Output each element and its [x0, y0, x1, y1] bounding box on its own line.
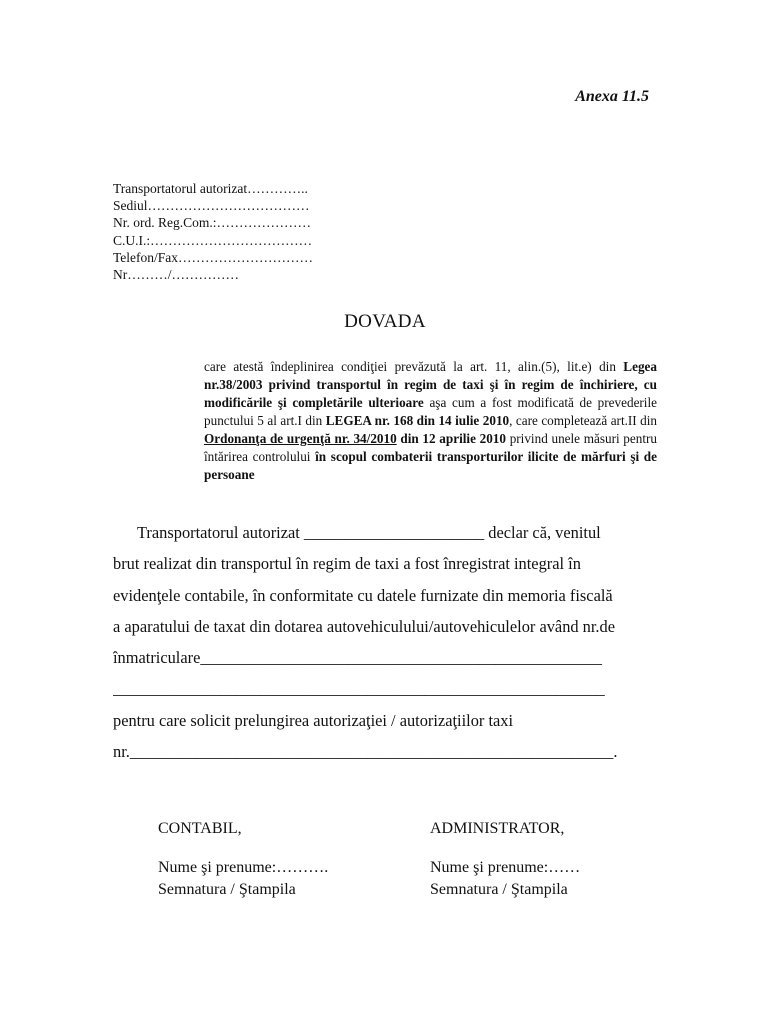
cui-field: C.U.I.:……………………………… [113, 232, 313, 248]
declaration-body [113, 517, 658, 767]
headquarters-field: Sediul……………………………… [113, 198, 310, 214]
intro-law-38: Legea nr.38/2003 privind transportul în regim de taxi şi în regim de închiriere, cu modificările şi completările ulterioare [204, 359, 657, 410]
document-number-field: Nr………/…………… [113, 267, 239, 283]
declaration-line-1: Transportatorul autorizat ______________________ declar că, venitul [137, 523, 601, 542]
registration-line: înmatriculare_________________________________________________ [113, 648, 602, 668]
document-title: DOVADA [344, 311, 426, 332]
intro-text-3: , care completează art.II din [509, 413, 658, 428]
accountant-stamp-field: Semnatura / Ştampila [158, 881, 296, 898]
accountant-signature-block [158, 818, 328, 901]
blank-line: ____________________________________________________________ [113, 679, 605, 699]
intro-paragraph [204, 358, 657, 484]
administrator-name-field: Nume şi prenume:…… [430, 859, 581, 876]
taxi-number-line: nr.___________________________________________________________. [113, 742, 618, 762]
administrator-signature-block [430, 818, 580, 901]
intro-purpose: în scopul combaterii transporturilor ilicite de mărfuri şi de persoane [204, 449, 657, 482]
intro-law-168: LEGEA nr. 168 din 14 iulie 2010 [325, 413, 510, 428]
annex-label: Anexa 11.5 [575, 88, 649, 105]
administrator-title: ADMINISTRATOR, [430, 820, 565, 837]
accountant-title: CONTABIL, [158, 820, 242, 837]
transporter-field: Transportatorul autorizat………….. [113, 181, 308, 196]
declaration-line-7: pentru care solicit prelungirea autorizaţiei / autorizaţiilor taxi [113, 710, 514, 730]
declaration-line-2: brut realizat din transportul în regim de taxi a fost înregistrat integral în [113, 554, 581, 574]
declaration-line-3: evidenţele contabile, în conformitate cu datele furnizate din memoria fiscală [113, 585, 613, 605]
intro-ordinance: Ordonanţa de urgenţă nr. 34/2010 [204, 431, 397, 446]
company-header [113, 180, 313, 283]
trade-register-field: Nr. ord. Reg.Com.:………………… [113, 215, 311, 231]
phone-fax-field: Telefon/Fax………………………… [113, 249, 314, 265]
intro-text-1: care atestă îndeplinirea condiţiei prevăzută la art. 11, alin.(5), lit.e) din [204, 359, 624, 374]
intro-text-2: aşa cum a fost modificată de prevederile punctului 5 al art.I din [204, 395, 657, 428]
administrator-stamp-field: Semnatura / Ştampila [430, 881, 568, 898]
intro-ordinance-date: din 12 aprilie 2010 [396, 431, 506, 446]
declaration-line-4: a aparatului de taxat din dotarea autovehiculului/autovehiculelor având nr.de [113, 616, 615, 636]
intro-text-4: privind unele măsuri pentru întărirea controlului [204, 431, 657, 464]
accountant-name-field: Nume şi prenume:………. [158, 859, 329, 876]
